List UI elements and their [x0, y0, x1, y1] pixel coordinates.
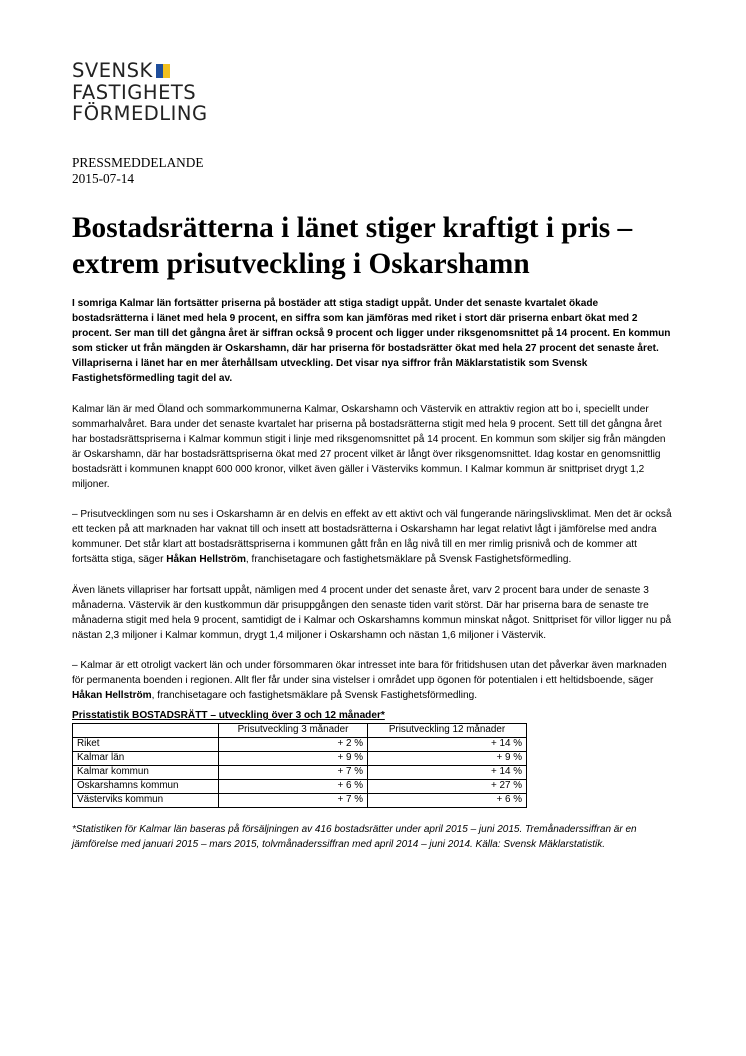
page-title: Bostadsrätterna i länet stiger kraftigt i pris – extrem prisutveckling i Oskarshamn	[72, 212, 633, 280]
row-12-month-change: + 6 %	[368, 794, 527, 808]
row-12-month-change: + 14 %	[368, 766, 527, 780]
company-logo	[72, 60, 208, 125]
table-row	[73, 766, 527, 780]
row-12-month-change: + 27 %	[368, 780, 527, 794]
quote-1-tail: , franchisetagare och fastighetsmäklare på Svensk Fastighetsförmedling.	[245, 554, 572, 566]
price-table	[72, 723, 527, 808]
table-row	[73, 780, 527, 794]
quote-2-speaker: Håkan Hellström	[72, 690, 152, 702]
row-region: Kalmar kommun	[73, 766, 219, 780]
row-3-month-change: + 7 %	[219, 794, 368, 808]
row-region: Riket	[73, 738, 219, 752]
logo-word-svensk: SVENSK	[72, 59, 153, 82]
header-cell-12-months: Prisutveckling 12 månader	[368, 724, 527, 738]
row-region: Kalmar län	[73, 752, 219, 766]
row-12-month-change: + 9 %	[368, 752, 527, 766]
table-row	[73, 752, 527, 766]
row-3-month-change: + 2 %	[219, 738, 368, 752]
table-row	[73, 738, 527, 752]
paragraph-region: Kalmar län är med Öland och sommarkommunerna Kalmar, Oskarshamn och Västervik en attraktiv region att bo i, speciellt under sommarhalvåret. Bara under det senaste kvartalet har priserna på bostadsrätterna stigit med hela 9 procent. Sett till det gångna året har bostadsrättspriserna i Kalmar kommun stigit i linje med riksgenomsnittet på 14 procent. En kommun som skiljer sig från mängden är Oskarshamn, där har bostadsrättspriserna ökat med 27 procent vilket är långt över riksgenomsnittet. Idag kostar en genomsnittlig bostadsrätt i kommunen knappt 600 000 kronor, vilket även gäller i Västerviks kommun. I Kalmar kommun är snittpriset drygt 1,2 miljoner.	[72, 403, 666, 491]
header-cell-3-months: Prisutveckling 3 månader	[219, 724, 368, 738]
press-release-date: 2015-07-14	[72, 171, 135, 186]
row-3-month-change: + 9 %	[219, 752, 368, 766]
quote-2-tail: , franchisetagare och fastighetsmäklare på Svensk Fastighetsförmedling.	[151, 690, 478, 702]
logo-line-2: FASTIGHETS	[72, 80, 197, 104]
quote-paragraph-2	[72, 658, 674, 703]
table-header-row	[73, 724, 527, 738]
row-3-month-change: + 7 %	[219, 766, 368, 780]
swedish-flag-icon	[156, 61, 170, 75]
table-footnote: *Statistiken för Kalmar län baseras på försäljningen av 416 bostadsrätter under april 2015 – juni 2015. Tremånaderssiffran är en jämförelse med januari 2015 – mars 2015, tolvmånaderssiffran med april 2014 – juni 2014. Källa: Svensk Mäklarstatistik.	[72, 824, 637, 851]
table-title: Prisstatistik BOSTADSRÄTT – utveckling över 3 och 12 månader*	[72, 710, 385, 722]
quote-paragraph-1	[72, 507, 674, 567]
table-row	[73, 794, 527, 808]
quote-2-text: – Kalmar är ett otroligt vackert län och under försommaren ökar intresset inte bara för fritidshusen utan det påverkar även marknaden för permanenta boenden i regionen. Allt fler får under sina vistelser i området upp ögonen för potentialen i ett heltidsboende, säger	[72, 659, 667, 686]
row-3-month-change: + 6 %	[219, 780, 368, 794]
press-meta	[72, 155, 204, 187]
row-region: Oskarshamns kommun	[73, 780, 219, 794]
row-region: Västerviks kommun	[73, 794, 219, 808]
quote-1-speaker: Håkan Hellström	[166, 554, 246, 566]
row-12-month-change: + 14 %	[368, 738, 527, 752]
logo-line-3: FÖRMEDLING	[72, 102, 208, 125]
press-release-label: PRESSMEDDELANDE	[72, 155, 204, 170]
quote-1-text: – Prisutvecklingen som nu ses i Oskarshamn är en delvis en effekt av ett aktivt och väl fungerande näringslivsklimat. Men det är också ett tecken på att marknaden har vaknat till och insett att bostadsrätterna i Oskarshamn har legat relativt lågt i jämförelse med andra kommuner. Det står klart att bostadsrättspriserna i kommunen gått från en låg nivå till en mer rimlig prisnivå och de kommer att fortsätta stiga, säger	[72, 509, 672, 566]
lead-paragraph: I somriga Kalmar län fortsätter priserna på bostäder att stiga stadigt uppåt. Under det senaste kvartalet ökade bostadsrätterna i länet med hela 9 procent, en siffra som kan jämföras med riket i stort där priserna enbart ökat med 2 procent. Ser man till det gångna året är siffran också 9 procent och ligger under riksgenomsnittet på 14 procent. En kommun som sticker ut från mängden är Oskarshamn, där har priserna för bostadsrätter ökat med hela 27 procent det senaste året. Villapriserna i länet har en mer återhållsam utveckling. Det visar nya siffror från Mäklarstatistik som Svensk Fastighetsförmedling tagit del av.	[72, 298, 671, 385]
header-cell-empty	[73, 724, 219, 738]
logo-line-1	[72, 60, 208, 82]
paragraph-villas: Även länets villapriser har fortsatt uppåt, nämligen med 4 procent under det senaste året, varv 2 procent bara under de senaste 3 månaderna. Västervik är den kustkommun där prisuppgången den senaste tiden varit störst. Där har priserna bara de senaste tre månaderna stigit med hela 9 procent, samtidigt de i Kalmar och Oskarshamns kommun minskat något. Snittpriset för villor ligger nu på nästan 2,3 miljoner i Kalmar kommun, drygt 1,4 miljoner i Oskarshamn och nästan 1,6 miljoner i Västervik.	[72, 584, 672, 641]
article-body	[72, 296, 674, 853]
